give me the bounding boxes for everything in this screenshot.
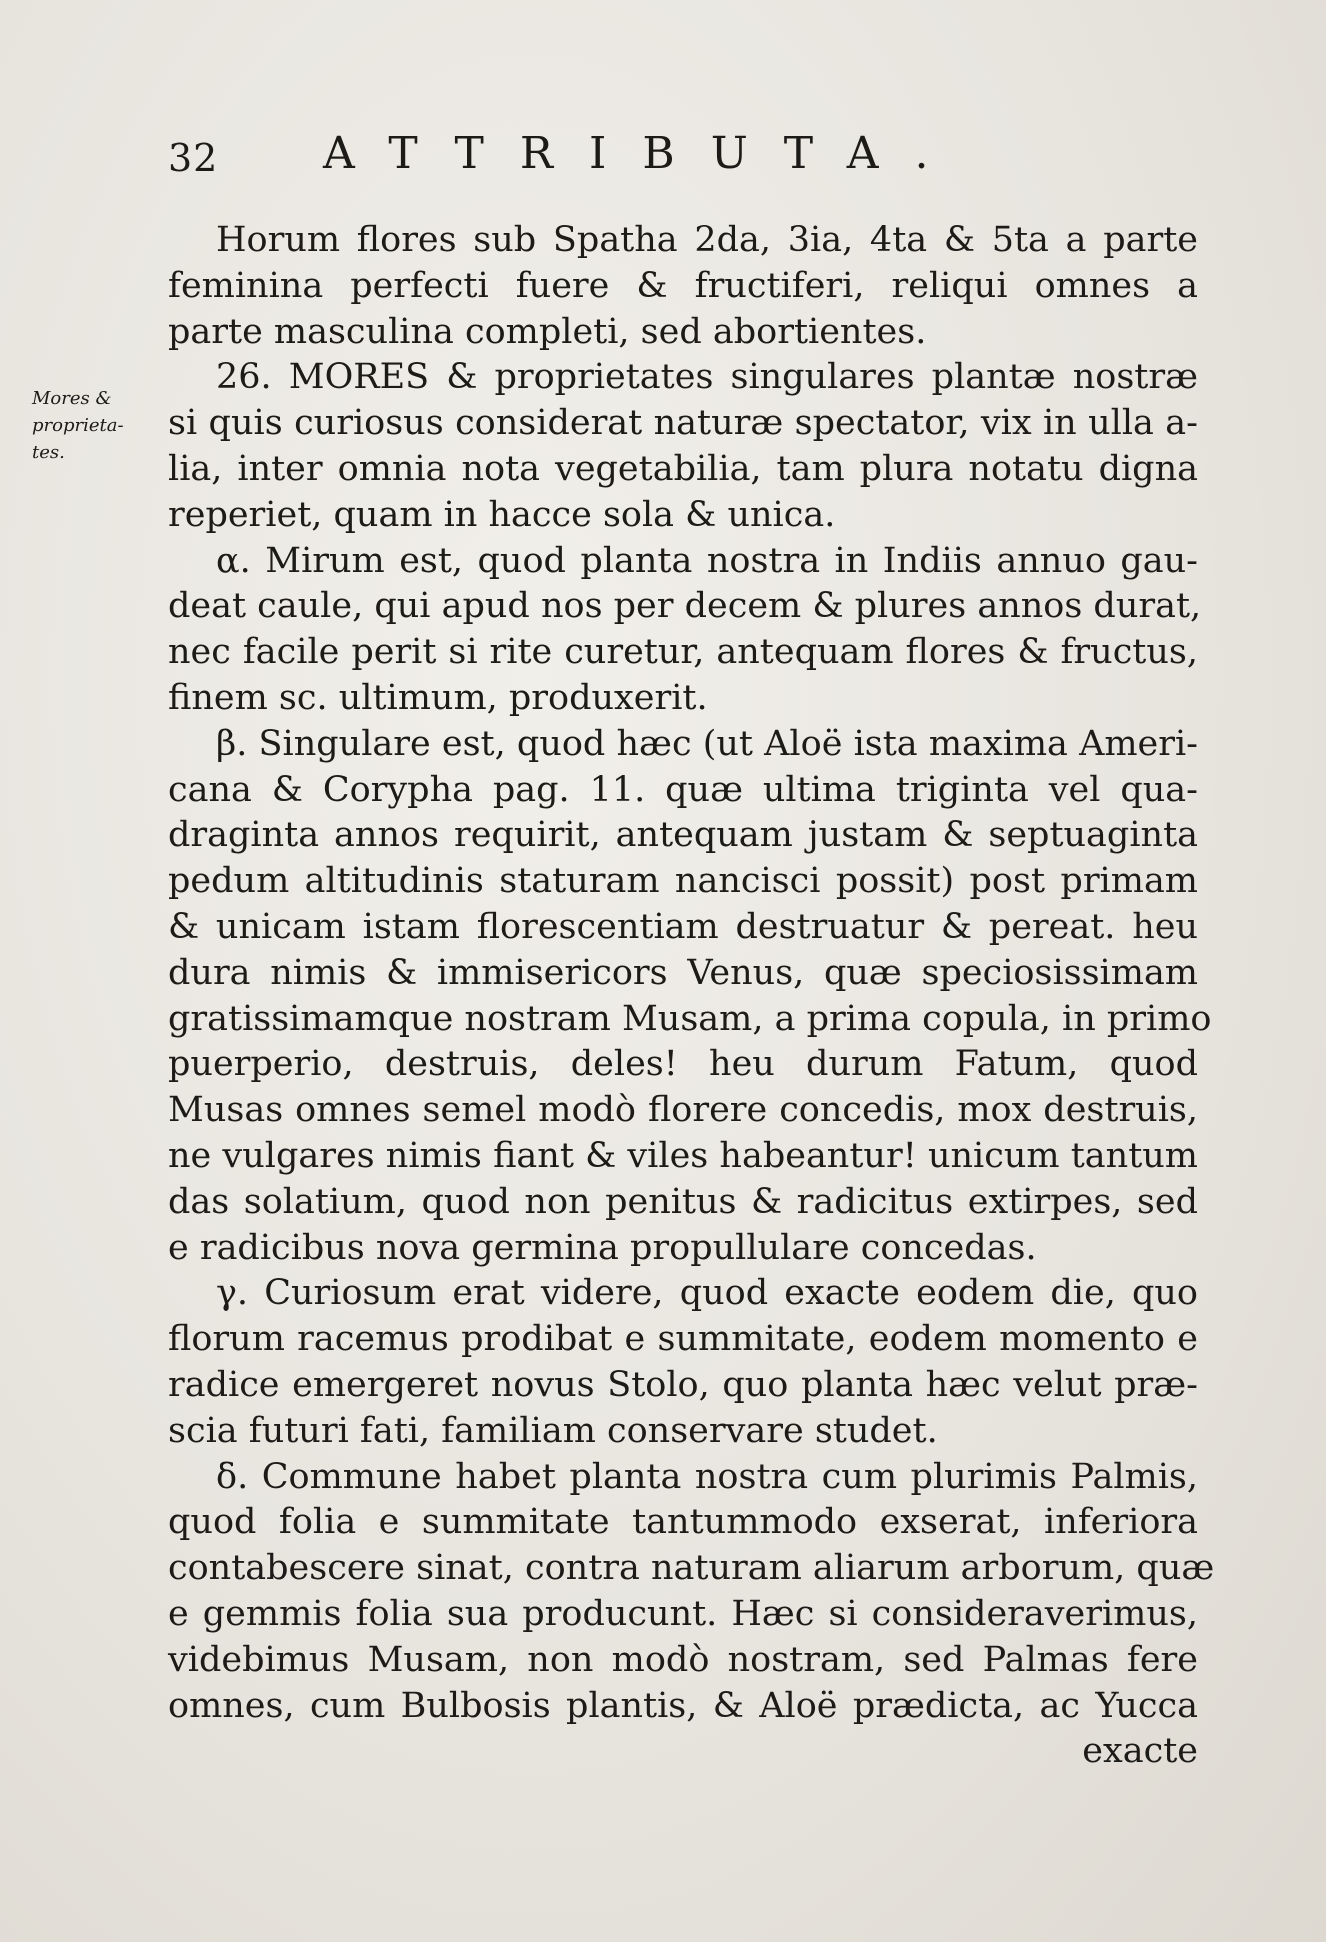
text-line: omnes, cum Bulbosis plantis, & Aloë prædicta, ac Yucca xyxy=(168,1685,1198,1726)
text-line: cana & Corypha pag. 11. quæ ultima triginta vel qua- xyxy=(168,769,1198,810)
text-line: e radicibus nova germina propullulare concedas. xyxy=(168,1227,1037,1268)
text-line: puerperio, destruis, deles! heu durum Fatum, quod xyxy=(168,1044,1198,1085)
text-line: γ. Curiosum erat videre, quod exacte eodem die, quo xyxy=(216,1273,1198,1314)
text-line: α. Mirum est, quod planta nostra in Indiis annuo gau- xyxy=(216,540,1198,581)
text-line: parte masculina completi, sed abortientes. xyxy=(168,311,927,352)
marginal-note-line: tes. xyxy=(32,442,65,463)
text-line: contabescere sinat, contra naturam aliarum arborum, quæ xyxy=(168,1548,1215,1589)
marginal-note xyxy=(32,385,162,466)
page-number: 32 xyxy=(168,136,219,180)
text-line: dura nimis & immisericors Venus, quæ speciosissimam xyxy=(168,952,1198,993)
marginal-note-line: Mores & xyxy=(32,388,112,409)
text-line: lia, inter omnia nota vegetabilia, tam plura notatu digna xyxy=(168,448,1198,489)
text-line: Horum flores sub Spatha 2da, 3ia, 4ta & 5ta a parte xyxy=(216,220,1198,260)
text-line: β. Singulare est, quod hæc (ut Aloë ista maxima Ameri- xyxy=(216,723,1198,764)
page-header xyxy=(168,128,1028,188)
text-line: finem sc. ultimum, produxerit. xyxy=(168,677,708,718)
text-line: nec facile perit si rite curetur, antequam flores & fructus, xyxy=(168,632,1198,673)
text-line: Musas omnes semel modò florere concedis, mox destruis, xyxy=(168,1090,1198,1131)
text-line: gratissimamque nostram Musam, a prima copula, in primo xyxy=(168,998,1212,1039)
text-line: e gemmis folia sua producunt. Hæc si consideraverimus, xyxy=(168,1593,1198,1634)
marginal-note-line: proprieta- xyxy=(32,415,124,436)
text-line: scia futuri fati, familiam conservare studet. xyxy=(168,1410,938,1451)
text-line: videbimus Musam, non modò nostram, sed Palmas fere xyxy=(168,1639,1198,1680)
text-line: ne vulgares nimis fiant & viles habeantur! unicum tantum xyxy=(168,1135,1198,1176)
text-line: feminina perfecti fuere & fructiferi, reliqui omnes a xyxy=(168,265,1198,306)
body-text xyxy=(168,218,1215,1775)
running-title: ATTRIBUTA. xyxy=(323,128,965,179)
catchword: exacte xyxy=(1082,1731,1198,1772)
text-line: 26. MORES & proprietates singulares plantæ nostræ xyxy=(216,357,1198,398)
text-line: florum racemus prodibat e summitate, eodem momento e xyxy=(168,1319,1198,1360)
text-line: pedum altitudinis staturam nancisci possit) post primam xyxy=(168,861,1198,902)
text-line: das solatium, quod non penitus & radicitus extirpes, sed xyxy=(168,1181,1198,1222)
text-line: δ. Commune habet planta nostra cum plurimis Palmis, xyxy=(216,1456,1198,1497)
text-line: quod folia e summitate tantummodo exserat, inferiora xyxy=(168,1502,1198,1543)
text-line: deat caule, qui apud nos per decem & plures annos durat, xyxy=(168,586,1202,627)
text-line: reperiet, quam in hacce sola & unica. xyxy=(168,494,836,535)
text-line: draginta annos requirit, antequam justam & septuaginta xyxy=(168,815,1198,856)
text-line: radice emergeret novus Stolo, quo planta hæc velut præ- xyxy=(168,1364,1198,1405)
text-line: & unicam istam florescentiam destruatur & pereat. heu xyxy=(168,906,1198,947)
text-line: si quis curiosus considerat naturæ spectator, vix in ulla a- xyxy=(168,403,1198,444)
